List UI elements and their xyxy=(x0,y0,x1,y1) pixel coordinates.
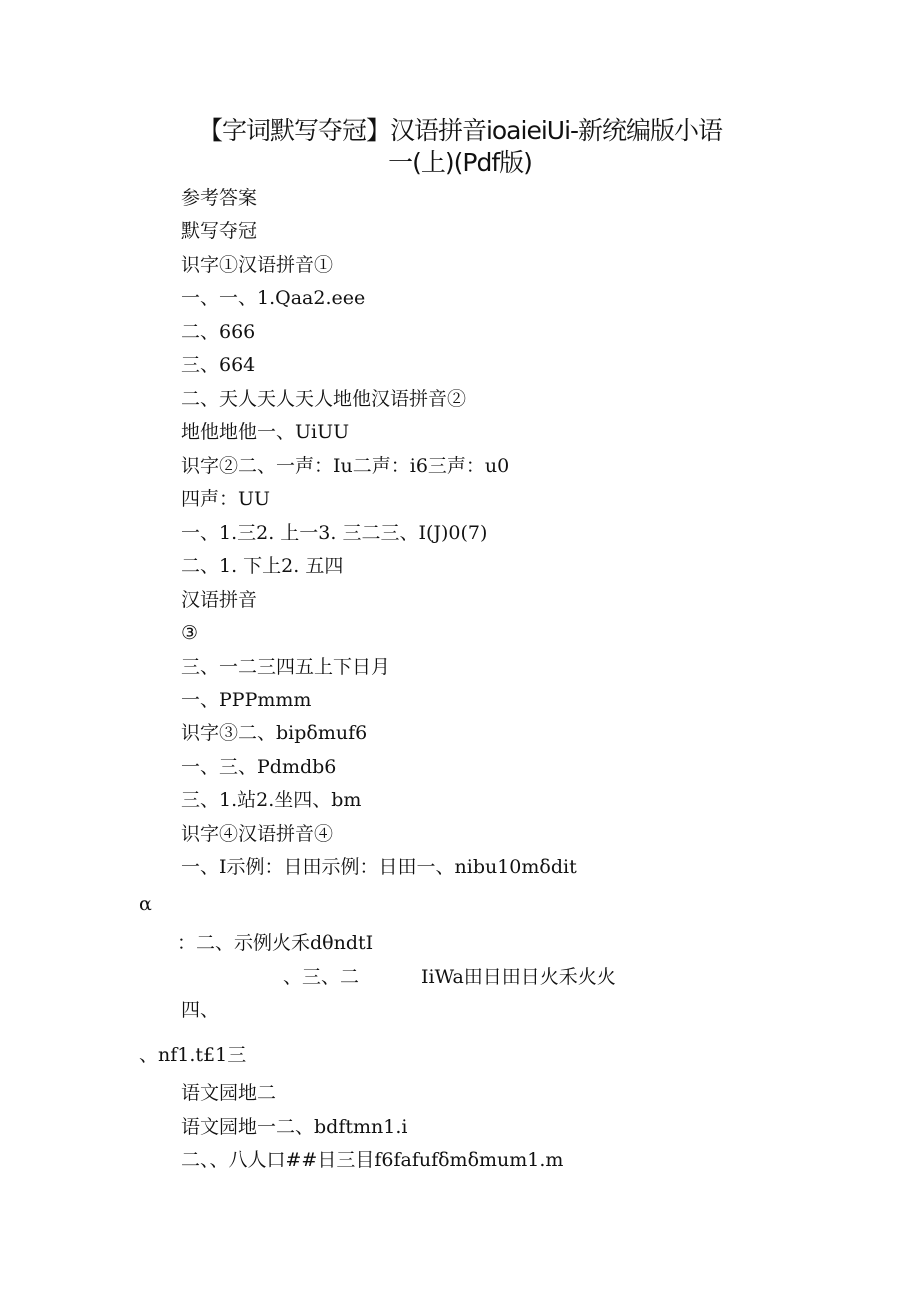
answer-line: 二、、八人口##日三目f6fafufδmδmum1.m xyxy=(181,1149,564,1171)
answer-line: 识字③二、bipδmuf6 xyxy=(181,722,368,744)
document-title-line-1: 【字词默写夺冠】汉语拼音ioaieiUi-新统编版小语 xyxy=(197,116,723,145)
answer-line: IiWa田日田日火禾火火 xyxy=(421,966,616,988)
answer-line: 一、PPPmmm xyxy=(181,689,312,711)
answer-line: 一、1.三2. 上一3. 三二三、I(J)0(7) xyxy=(181,522,488,544)
answer-line: 识字④汉语拼音④ xyxy=(181,823,334,845)
answer-line: 识字②二、一声：Iu二声：i6三声：u0 xyxy=(181,455,510,477)
answer-line: 三、一二三四五上下日月 xyxy=(181,656,391,678)
answer-line: 地他地他一、UiUU xyxy=(181,421,350,443)
answer-line: 语文园地二 xyxy=(181,1082,277,1104)
answer-line: 参考答案 xyxy=(181,187,258,209)
answer-line: 四、 xyxy=(181,999,220,1021)
answer-line: 、nf1.t£1三 xyxy=(139,1044,247,1066)
answer-line: ：二、示例火禾dθndtI xyxy=(177,932,374,954)
answer-line: 一、I示例：日田示例：日田一、nibu10mδdit xyxy=(181,856,577,878)
answer-line: 识字①汉语拼音① xyxy=(181,254,334,276)
answer-line: 汉语拼音 xyxy=(181,589,258,611)
answer-line: 一、三、Pdmdb6 xyxy=(181,756,337,778)
answer-line: 四声：UU xyxy=(181,488,271,510)
answer-line: ③ xyxy=(181,622,199,644)
answer-line: 默写夺冠 xyxy=(181,220,258,242)
answer-line: 、三、二 xyxy=(283,966,360,988)
answer-line: 三、1.站2.坐四、bm xyxy=(181,789,362,811)
answer-line: 一、一、1.Qaa2.eee xyxy=(181,287,366,309)
answer-line: 三、664 xyxy=(181,354,256,376)
answer-line: 二、1. 下上2. 五四 xyxy=(181,555,344,577)
answer-line: α xyxy=(139,893,152,915)
document-title-line-2: 一(上)(Pdf版) xyxy=(388,148,532,177)
answer-line: 二、天人天人天人地他汉语拼音② xyxy=(181,388,467,410)
answer-line: 二、666 xyxy=(181,321,256,343)
answer-line: 语文园地一二、bdftmn1.i xyxy=(181,1116,408,1138)
